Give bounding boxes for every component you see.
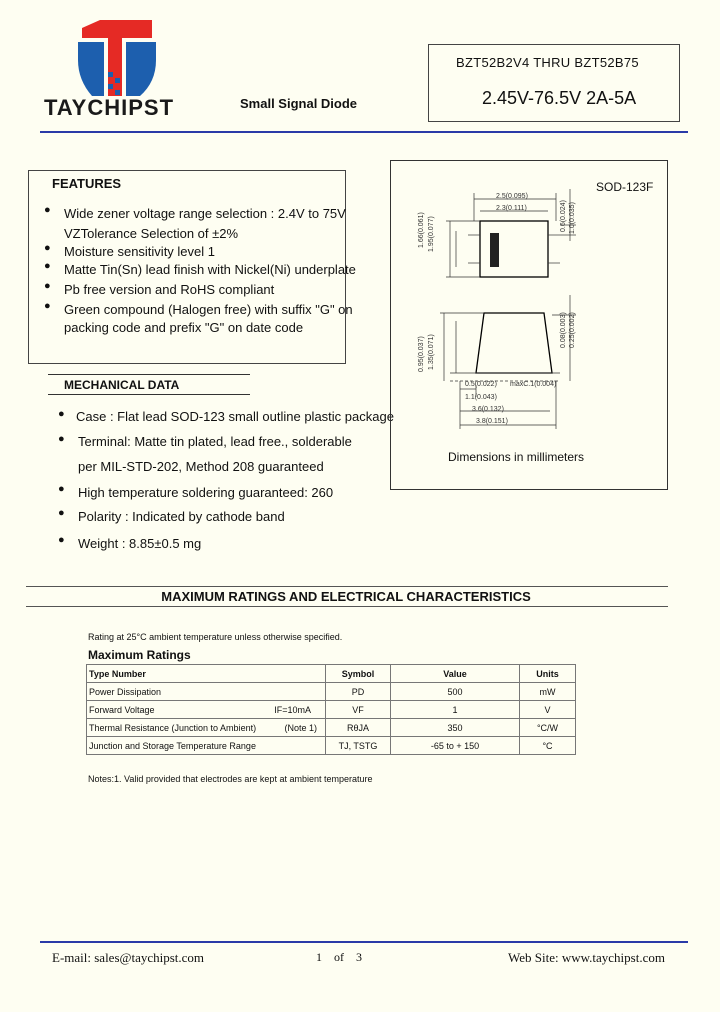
mechanical-item: Polarity : Indicated by cathode band bbox=[78, 509, 285, 524]
dim-label: 1.0(0.035) bbox=[569, 202, 576, 234]
mechanical-item: Weight : 8.85±0.5 mg bbox=[78, 536, 202, 551]
header-cell: Symbol bbox=[326, 665, 391, 683]
dim-label: 0.5(0.022) bbox=[465, 381, 497, 388]
feature-item: Green compound (Halogen free) with suffix "G" on bbox=[64, 302, 353, 317]
feature-item: Matte Tin(Sn) lead finish with Nickel(Ni) underplate bbox=[64, 262, 356, 277]
param-name: Junction and Storage Temperature Range bbox=[89, 740, 256, 751]
dim-label: 0.6(0.024) bbox=[560, 200, 567, 232]
part-range: BZT52B2V4 THRU BZT52B75 bbox=[456, 55, 639, 70]
symbol-cell: TJ, TSTG bbox=[326, 737, 391, 755]
feature-item: Moisture sensitivity level 1 bbox=[64, 244, 215, 259]
dim-label: 1.1(0.043) bbox=[465, 394, 497, 401]
value-cell: 350 bbox=[391, 719, 520, 737]
dim-label: 3.6(0.132) bbox=[472, 406, 504, 413]
mechanical-item: High temperature soldering guaranteed: 260 bbox=[78, 485, 334, 500]
bullet-icon: ● bbox=[44, 204, 51, 216]
bullet-icon: ● bbox=[58, 483, 65, 495]
table-header-row bbox=[87, 665, 576, 683]
value-cell: 1 bbox=[391, 701, 520, 719]
table-row bbox=[87, 701, 576, 719]
dim-label: 0.08(0.003) bbox=[560, 312, 567, 348]
dim-label: 1.35(0.071) bbox=[428, 334, 435, 370]
rating-condition-note: Rating at 25°C ambient temperature unless otherwise specified. bbox=[88, 632, 343, 642]
param-condition: (Note 1) bbox=[284, 722, 317, 733]
bullet-icon: ● bbox=[44, 242, 51, 254]
taychipst-logo-icon bbox=[78, 20, 156, 96]
brand-name: TAYCHIPST bbox=[44, 95, 175, 120]
section-rule-top bbox=[26, 586, 668, 587]
value-cell: -65 to + 150 bbox=[391, 737, 520, 755]
mechanical-title-rule bbox=[48, 374, 250, 375]
symbol-cell: VF bbox=[326, 701, 391, 719]
dim-label: 0.95(0.037) bbox=[418, 336, 425, 372]
param-name: Forward Voltage bbox=[89, 704, 155, 715]
symbol-cell: RθJA bbox=[326, 719, 391, 737]
mechanical-item: Terminal: Matte tin plated, lead free., solderable bbox=[78, 434, 352, 449]
feature-item: Wide zener voltage range selection : 2.4V to 75V bbox=[64, 206, 346, 221]
header-cell: Value bbox=[391, 665, 520, 683]
package-name: SOD-123F bbox=[596, 180, 654, 194]
dim-label: 0.25(0.002) bbox=[569, 312, 576, 348]
maximum-ratings-title: Maximum Ratings bbox=[88, 648, 191, 662]
dim-label: maxC.1(0.004) bbox=[510, 381, 557, 388]
param-cell bbox=[87, 683, 326, 701]
header-rule bbox=[40, 131, 688, 133]
footer-website: Web Site: www.taychipst.com bbox=[508, 950, 665, 965]
dim-label: 2.5(0.095) bbox=[496, 193, 528, 200]
section-title: MAXIMUM RATINGS AND ELECTRICAL CHARACTERISTICS bbox=[161, 589, 531, 604]
bullet-icon: ● bbox=[58, 408, 65, 420]
bullet-icon: ● bbox=[44, 260, 51, 272]
dim-label: 1.66(0.061) bbox=[418, 212, 425, 248]
dim-label: 3.8(0.151) bbox=[476, 418, 508, 425]
unit-cell: V bbox=[520, 701, 576, 719]
feature-item: VZTolerance Selection of ±2% bbox=[64, 226, 239, 241]
param-cell bbox=[87, 701, 326, 719]
header-cell: Type Number bbox=[87, 665, 326, 683]
bullet-icon: ● bbox=[44, 300, 51, 312]
mechanical-item: per MIL-STD-202, Method 208 guaranteed bbox=[78, 459, 324, 474]
unit-cell: mW bbox=[520, 683, 576, 701]
table-row bbox=[87, 683, 576, 701]
value-cell: 500 bbox=[391, 683, 520, 701]
features-title: FEATURES bbox=[52, 176, 122, 191]
bullet-icon: ● bbox=[58, 507, 65, 519]
feature-item: packing code and prefix "G" on date code bbox=[64, 320, 304, 335]
mechanical-title-underline bbox=[48, 394, 250, 395]
section-rule-bottom bbox=[26, 606, 668, 607]
table-row bbox=[87, 719, 576, 737]
header-cell: Units bbox=[520, 665, 576, 683]
param-cell bbox=[87, 719, 326, 737]
mechanical-title: MECHANICAL DATA bbox=[64, 378, 180, 392]
dim-label: 1.95(0.077) bbox=[428, 216, 435, 252]
dimensions-caption: Dimensions in millimeters bbox=[448, 450, 585, 464]
bullet-icon: ● bbox=[44, 280, 51, 292]
symbol-cell: PD bbox=[326, 683, 391, 701]
table-row bbox=[87, 737, 576, 755]
product-subtitle: Small Signal Diode bbox=[240, 96, 358, 111]
mechanical-item: Case : Flat lead SOD-123 small outline plastic package bbox=[76, 409, 394, 424]
feature-item: Pb free version and RoHS compliant bbox=[64, 282, 275, 297]
param-name: Thermal Resistance (Junction to Ambient) bbox=[89, 722, 257, 733]
footer-page-number: 1 of 3 bbox=[316, 950, 362, 964]
part-spec: 2.45V-76.5V 2A-5A bbox=[482, 88, 637, 108]
ratings-table bbox=[86, 664, 576, 755]
param-condition: IF=10mA bbox=[274, 704, 311, 715]
unit-cell: °C/W bbox=[520, 719, 576, 737]
bullet-icon: ● bbox=[58, 433, 65, 445]
table-notes: Notes:1. Valid provided that electrodes are kept at ambient temperature bbox=[88, 774, 373, 784]
dim-label: 2.3(0.111) bbox=[496, 205, 527, 212]
bullet-icon: ● bbox=[58, 534, 65, 546]
param-name: Power Dissipation bbox=[89, 686, 162, 697]
footer-rule bbox=[40, 941, 688, 943]
param-cell bbox=[87, 737, 326, 755]
footer-email: E-mail: sales@taychipst.com bbox=[52, 950, 205, 965]
cathode-band-icon bbox=[490, 233, 499, 267]
unit-cell: °C bbox=[520, 737, 576, 755]
